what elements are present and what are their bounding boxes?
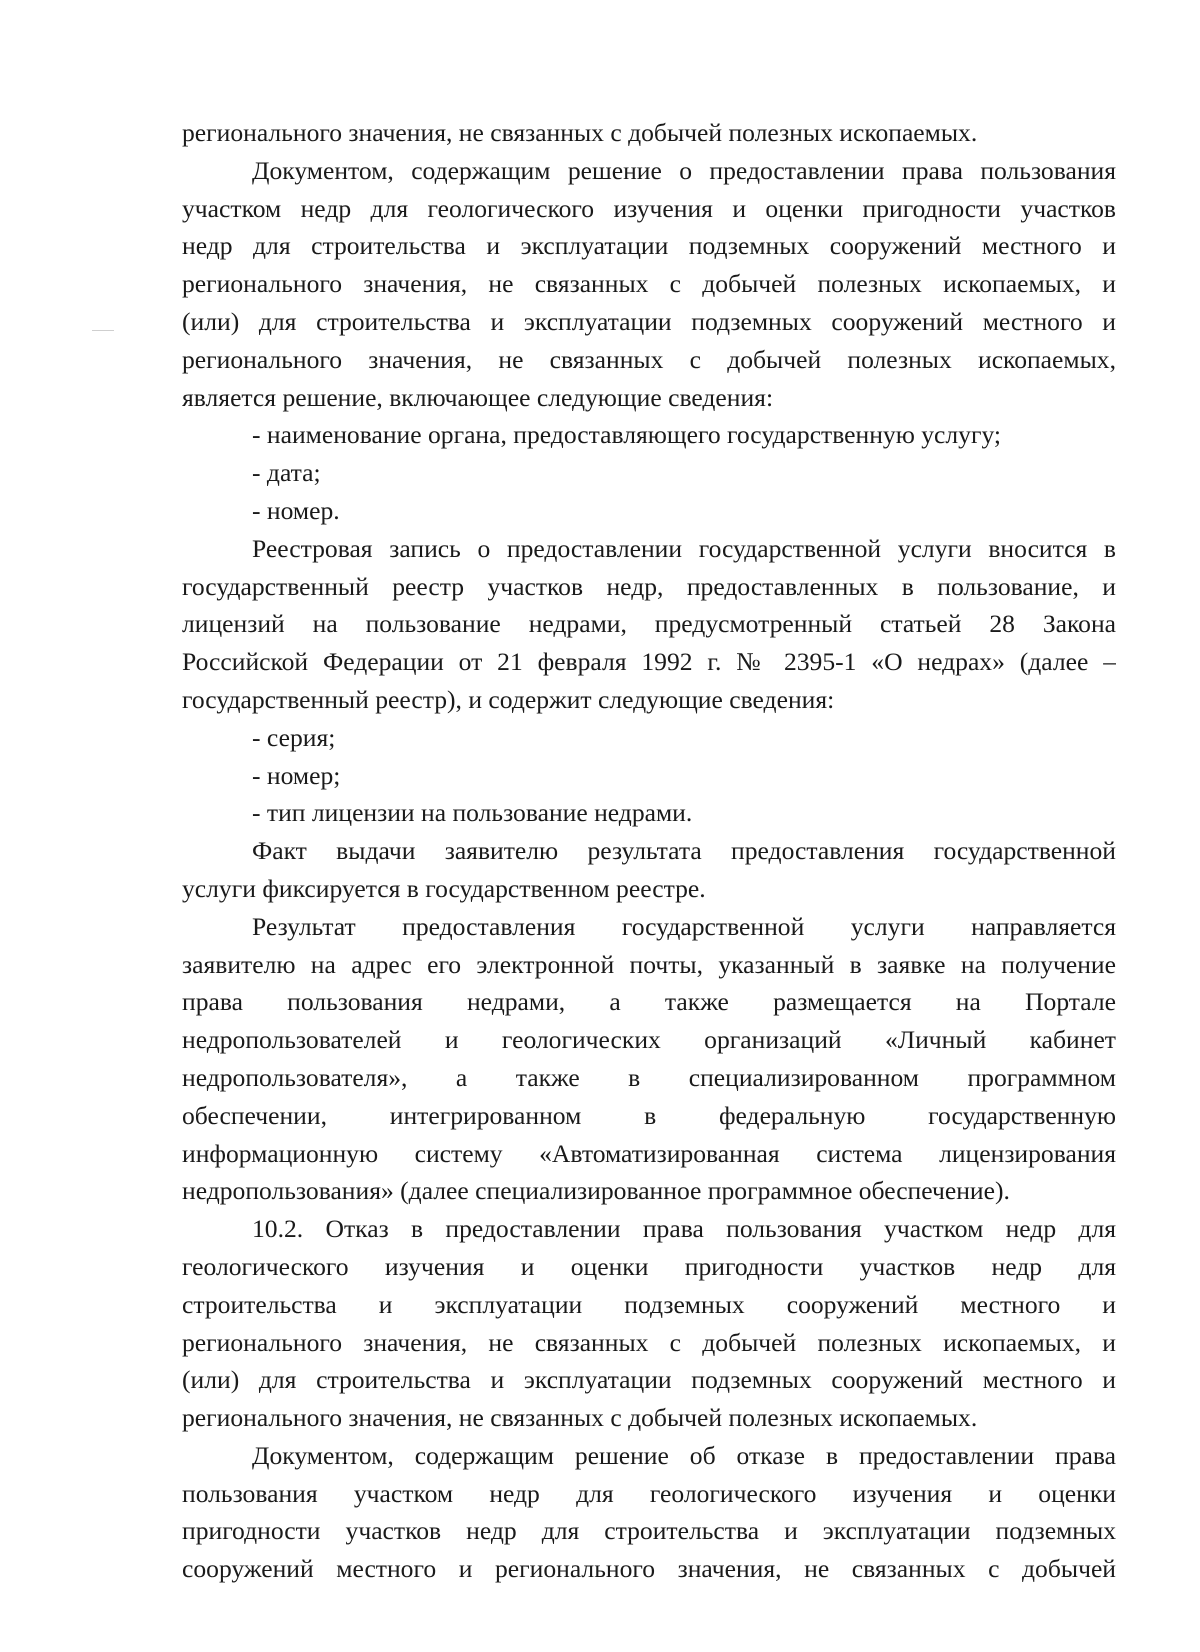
- text-line: Документом, содержащим решение о предоставлении права пользования: [252, 155, 1116, 185]
- text-line: пригодности участков недр для строительства и эксплуатации подземных: [182, 1516, 1116, 1546]
- text-line: недропользователя», а также в специализированном программном: [182, 1062, 1116, 1092]
- text-line: регионального значения, не связанных с добычей полезных ископаемых.: [182, 1403, 978, 1433]
- text-line: Российской Федерации от 21 февраля 1992 г. № 2395-1 «О недрах» (далее –: [182, 647, 1116, 677]
- text-line: Факт выдачи заявителю результата предоставления государственной: [252, 836, 1116, 866]
- text-line: - серия;: [252, 722, 336, 752]
- text-line: 10.2. Отказ в предоставлении права пользования участком недр для: [252, 1214, 1116, 1244]
- scan-margin-mark: [92, 330, 114, 331]
- text-line: - номер.: [252, 495, 340, 525]
- text-line: геологического изучения и оценки пригодности участков недр для: [182, 1251, 1116, 1281]
- text-line: информационную систему «Автоматизированная система лицензирования: [182, 1138, 1116, 1168]
- text-line: лицензий на пользование недрами, предусмотренный статьей 28 Закона: [182, 609, 1116, 639]
- text-line: участком недр для геологического изучения и оценки пригодности участков: [182, 193, 1116, 223]
- text-line: услуги фиксируется в государственном реестре.: [182, 873, 706, 903]
- text-line: Документом, содержащим решение об отказе в предоставлении права: [252, 1440, 1116, 1470]
- text-line: - дата;: [252, 458, 321, 488]
- text-line: государственный реестр), и содержит следующие сведения:: [182, 684, 835, 714]
- text-line: - номер;: [252, 760, 341, 790]
- text-line: права пользования недрами, а также размещается на Портале: [182, 987, 1116, 1017]
- text-line: является решение, включающее следующие сведения:: [182, 382, 774, 412]
- text-line: регионального значения, не связанных с добычей полезных ископаемых, и: [182, 269, 1116, 299]
- text-line: регионального значения, не связанных с добычей полезных ископаемых, и: [182, 1327, 1116, 1357]
- text-line: недр для строительства и эксплуатации подземных сооружений местного и: [182, 231, 1116, 261]
- text-line: недропользователей и геологических организаций «Личный кабинет: [182, 1025, 1116, 1055]
- text-line: Результат предоставления государственной услуги направляется: [252, 911, 1116, 941]
- document-body: [182, 114, 1116, 1588]
- text-line: - тип лицензии на пользование недрами.: [252, 798, 693, 828]
- text-line: (или) для строительства и эксплуатации подземных сооружений местного и: [182, 306, 1116, 336]
- text-line: недропользования» (далее специализированное программное обеспечение).: [182, 1176, 1010, 1206]
- text-line: строительства и эксплуатации подземных сооружений местного и: [182, 1289, 1116, 1319]
- text-line: регионального значения, не связанных с добычей полезных ископаемых.: [182, 118, 978, 147]
- text-line: Реестровая запись о предоставлении государственной услуги вносится в: [252, 533, 1116, 563]
- text-line: - наименование органа, предоставляющего государственную услугу;: [252, 420, 1002, 450]
- text-line: государственный реестр участков недр, предоставленных в пользование, и: [182, 571, 1116, 601]
- text-line: обеспечении, интегрированном в федеральную государственную: [182, 1100, 1116, 1130]
- text-line: регионального значения, не связанных с добычей полезных ископаемых,: [182, 344, 1116, 374]
- text-line: сооружений местного и регионального значения, не связанных с добычей: [182, 1554, 1116, 1584]
- text-line: (или) для строительства и эксплуатации подземных сооружений местного и: [182, 1365, 1116, 1395]
- text-line: заявителю на адрес его электронной почты, указанный в заявке на получение: [182, 949, 1116, 979]
- text-line: пользования участком недр для геологического изучения и оценки: [182, 1478, 1116, 1508]
